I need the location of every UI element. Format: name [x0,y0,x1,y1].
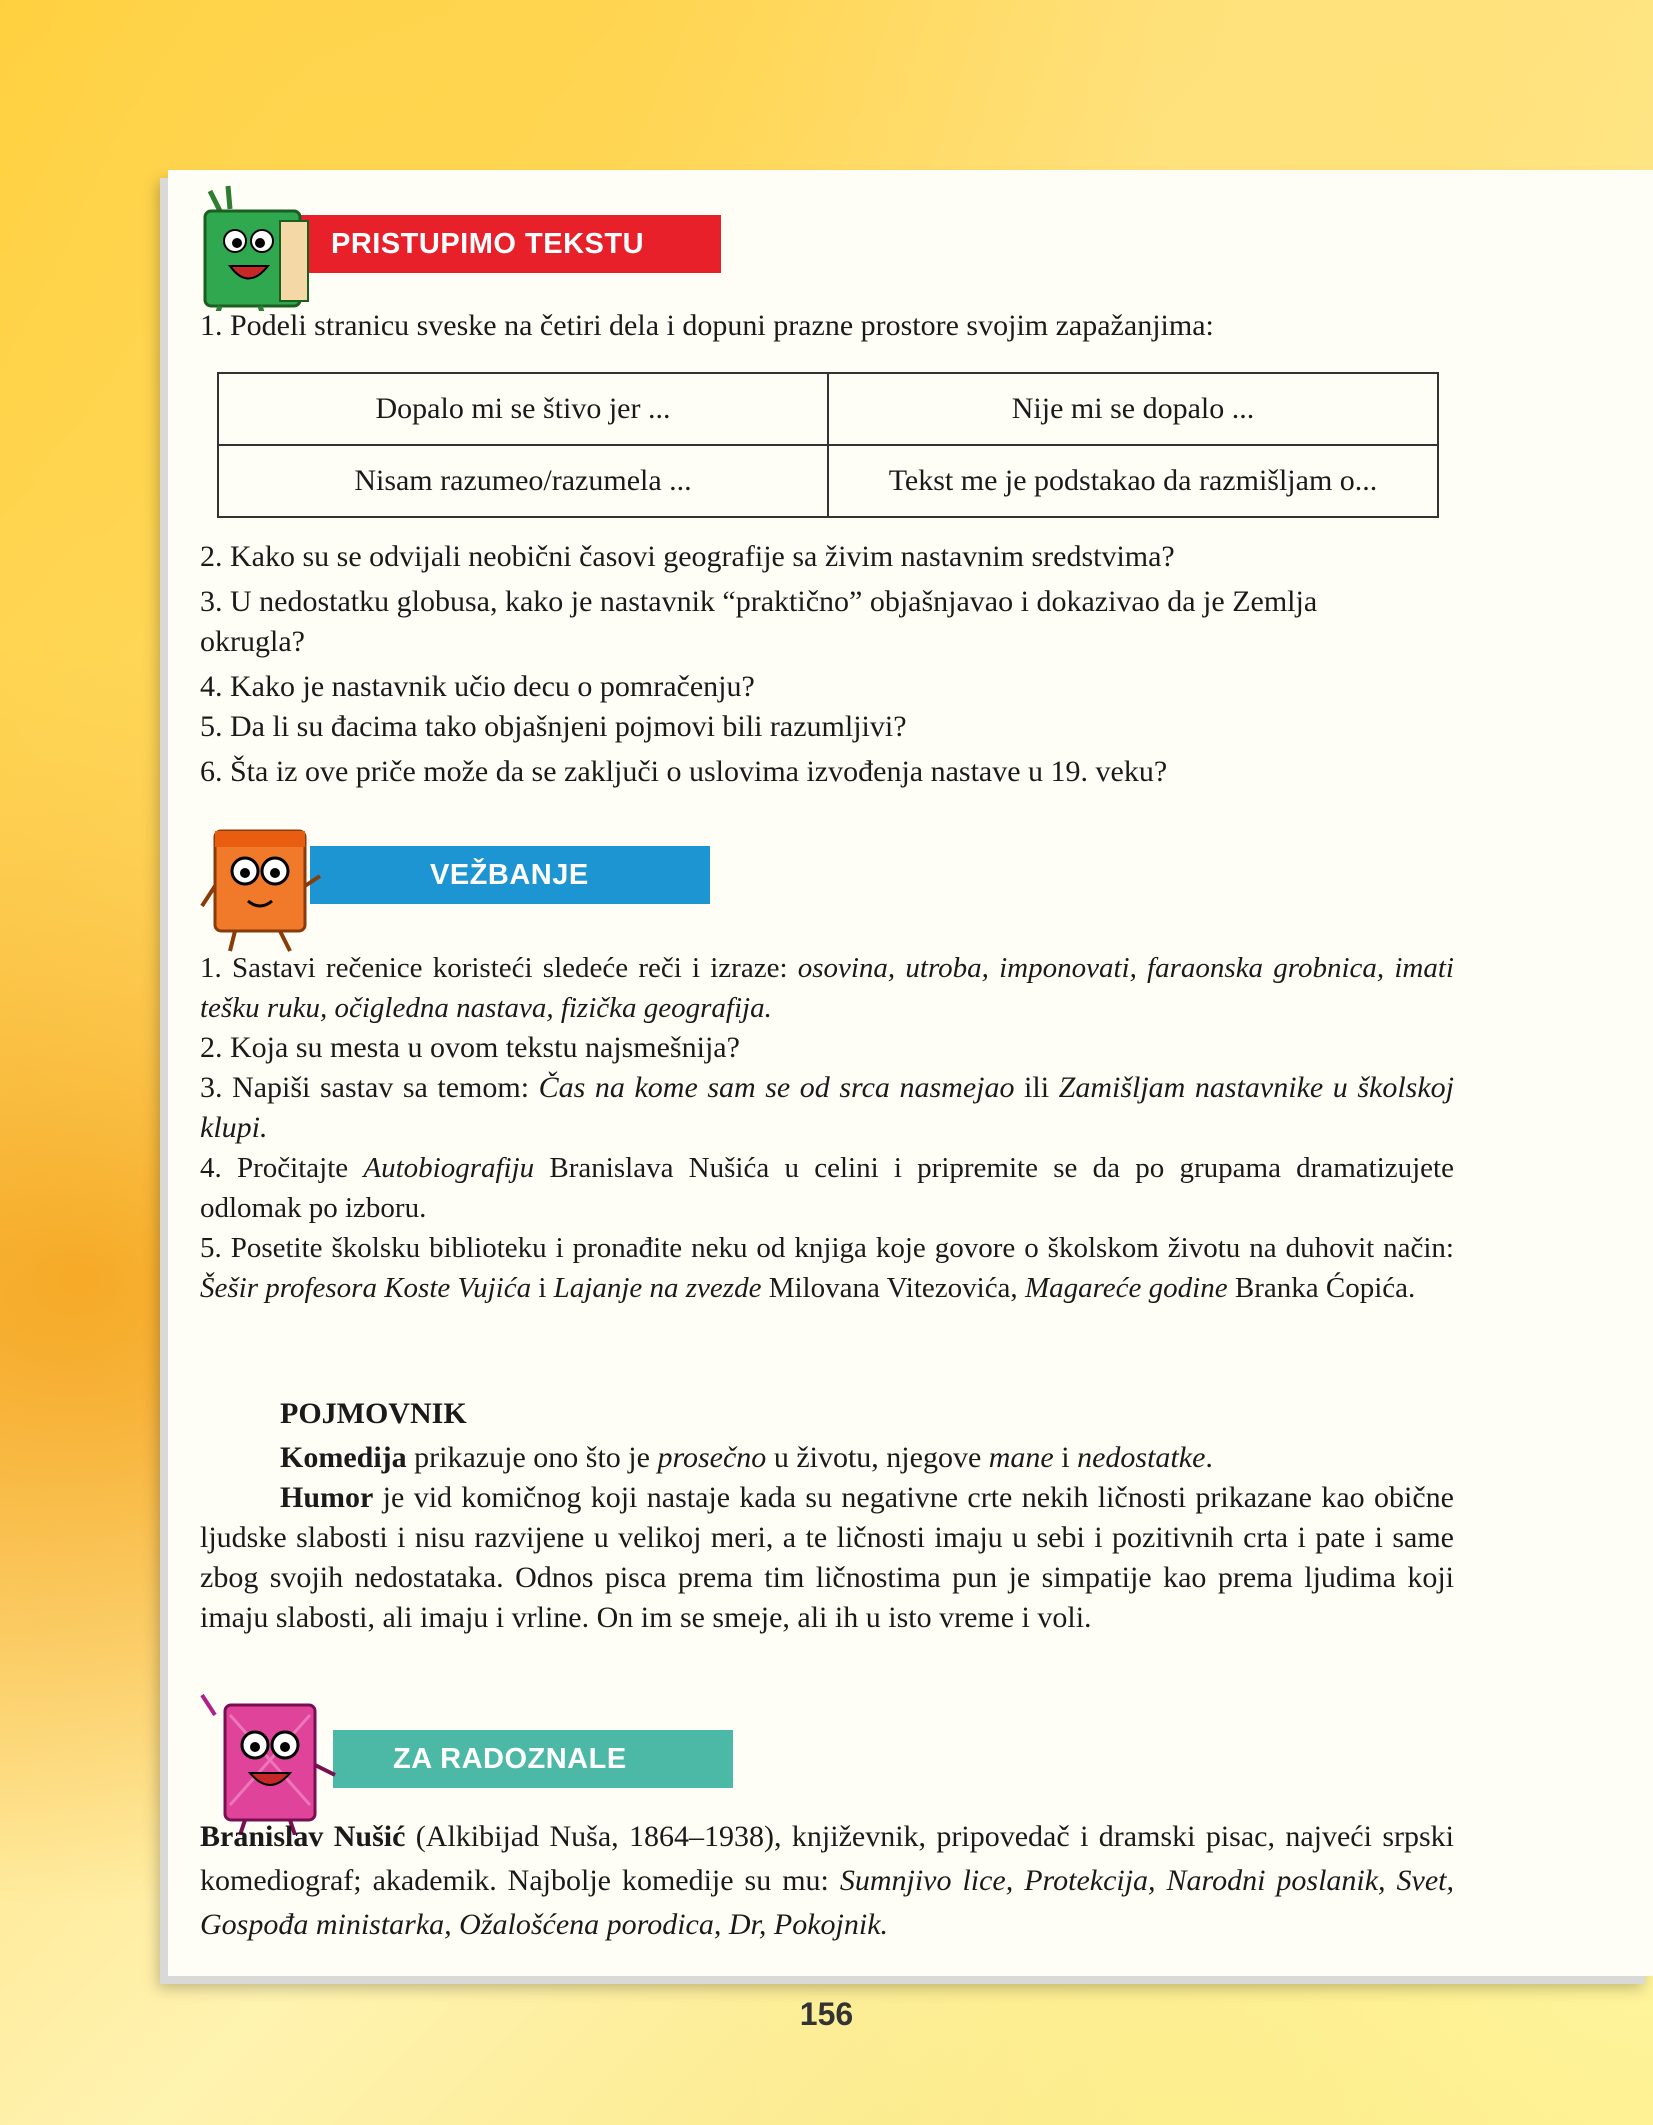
author-bio: (Alkibijad Nuša, 1864–1938), književnik, pripovedač i dramski pisac, najveći srpski komediograf; akademik. Najbolje komedije su mu: [200,1820,1455,1897]
definition-text: prikazuje ono što je [406,1441,658,1474]
section-banner-pristupimo [200,215,720,273]
exercise-text: ili [1014,1071,1059,1104]
table-cell: Nije mi se dopalo ... [828,373,1438,445]
radoznale-text [200,1815,1454,1947]
observation-table [217,372,1439,518]
exercise-text: Branislava Nušića u celini i pripremite se da po grupama dramatizujete odlomak po izboru. [200,1152,1454,1224]
term: Komedija [280,1441,407,1474]
banner-bar: ZA RADOZNALE [333,1730,733,1788]
table-cell: Nisam razumeo/razumela ... [218,445,828,517]
orange-book-mascot-icon [200,816,330,956]
exercise-2: 2. Koja su mesta u ovom tekstu najsmešnija? [200,1031,740,1064]
definition-text: u životu, njegove [766,1441,989,1474]
table-cell: Dopalo mi se štivo jer ... [218,373,828,445]
exercise-text: Branka Ćopića. [1227,1272,1416,1304]
exercise-3 [200,1068,1454,1148]
exercise-words: osovina, utroba, imponovati, faraonska grobnica, imati tešku ruku, očigledna nastava, fizička geografija. [200,952,1454,1024]
exercise-title: Autobiografiju [363,1152,535,1184]
pink-book-mascot-icon [200,1685,340,1835]
exercise-text: 3. Napiši sastav sa temom: [200,1071,539,1104]
exercise-4 [200,1148,1454,1228]
banner-bar: PRISTUPIMO TEKSTU [295,215,721,273]
question-3-cont: okrugla? [200,625,305,658]
exercise-text: 5. Posetite školsku biblioteku i pronađite neku od knjiga koje govore o školskom životu na duhovit način: [200,1232,1454,1264]
definition-text: . [1205,1441,1213,1474]
exercise-topic: Zamišljam nastavnike u školskoj klupi. [200,1071,1454,1144]
definition-emph: mane [988,1441,1054,1474]
exercise-text: Milovana Vitezovića, [761,1272,1025,1304]
question-5: 5. Da li su đacima tako objašnjeni pojmovi bili razumljivi? [200,710,907,743]
term: Humor [280,1481,374,1514]
definition-text: je vid komičnog koji nastaje kada su negativne crte nekih ličnosti prikazane kao obične ljudske slabosti i nisu razvijene u velikoj meri, a te ličnosti imaju u sebi i pozitivnih crta i pate i same zbog svojih nedostataka. Odnos pisca prema tim ličnostima pun je simpatije kao prema ljudima koji imaju slabosti, ali imaju i vrline. On im se smeje, ali ih u isto vreme i voli. [200,1481,1454,1634]
section-banner-vezbanje [200,846,740,904]
author-name: Branislav Nušić [200,1820,406,1853]
question-3: 3. U nedostatku globusa, kako je nastavnik “praktično” objašnjavao i dokazivao da je Zemlja [200,585,1318,618]
green-book-mascot-icon [200,171,330,311]
section-banner-radoznale [200,1730,740,1788]
pojmovnik-komedija [280,1438,1213,1478]
question-4: 4. Kako je nastavnik učio decu o pomračenju? [200,670,755,703]
book-title: Magareće godine [1024,1272,1228,1304]
question-2: 2. Kako su se odvijali neobični časovi geografije sa živim nastavnim sredstvima? [200,540,1175,573]
exercise-text: 4. Pročitajte [200,1152,364,1184]
definition-emph: nedostatke [1077,1441,1206,1474]
question-1: 1. Podeli stranicu sveske na četiri dela i dopuni prazne prostore svojim zapažanjima: [200,309,1214,342]
exercise-topic: Čas na kome sam se od srca nasmejao [538,1071,1015,1104]
exercise-text: 1. Sastavi rečenice koristeći sledeće reči i izraze: [200,952,798,984]
book-title: Lajanje na zvezde [553,1272,762,1304]
question-6: 6. Šta iz ove priče može da se zaključi o uslovima izvođenja nastave u 19. veku? [200,755,1168,788]
banner-bar: VEŽBANJE [310,846,710,904]
table-cell: Tekst me je podstakao da razmišljam o... [828,445,1438,517]
definition-emph: prosečno [657,1441,767,1474]
exercise-text: i [531,1272,554,1304]
page-number: 156 [799,1996,854,2032]
exercise-1 [200,948,1454,1028]
pojmovnik-humor [200,1478,1454,1638]
book-title: Šešir profesora Koste Vujića [200,1272,532,1304]
exercise-5 [200,1228,1454,1308]
author-works: Sumnjivo lice, Protekcija, Narodni poslanik, Svet, Gospođa ministarka, Ožalošćena porodica, Dr, Pokojnik. [200,1864,1454,1941]
pojmovnik-title: POJMOVNIK [280,1397,467,1430]
definition-text: i [1053,1441,1078,1474]
